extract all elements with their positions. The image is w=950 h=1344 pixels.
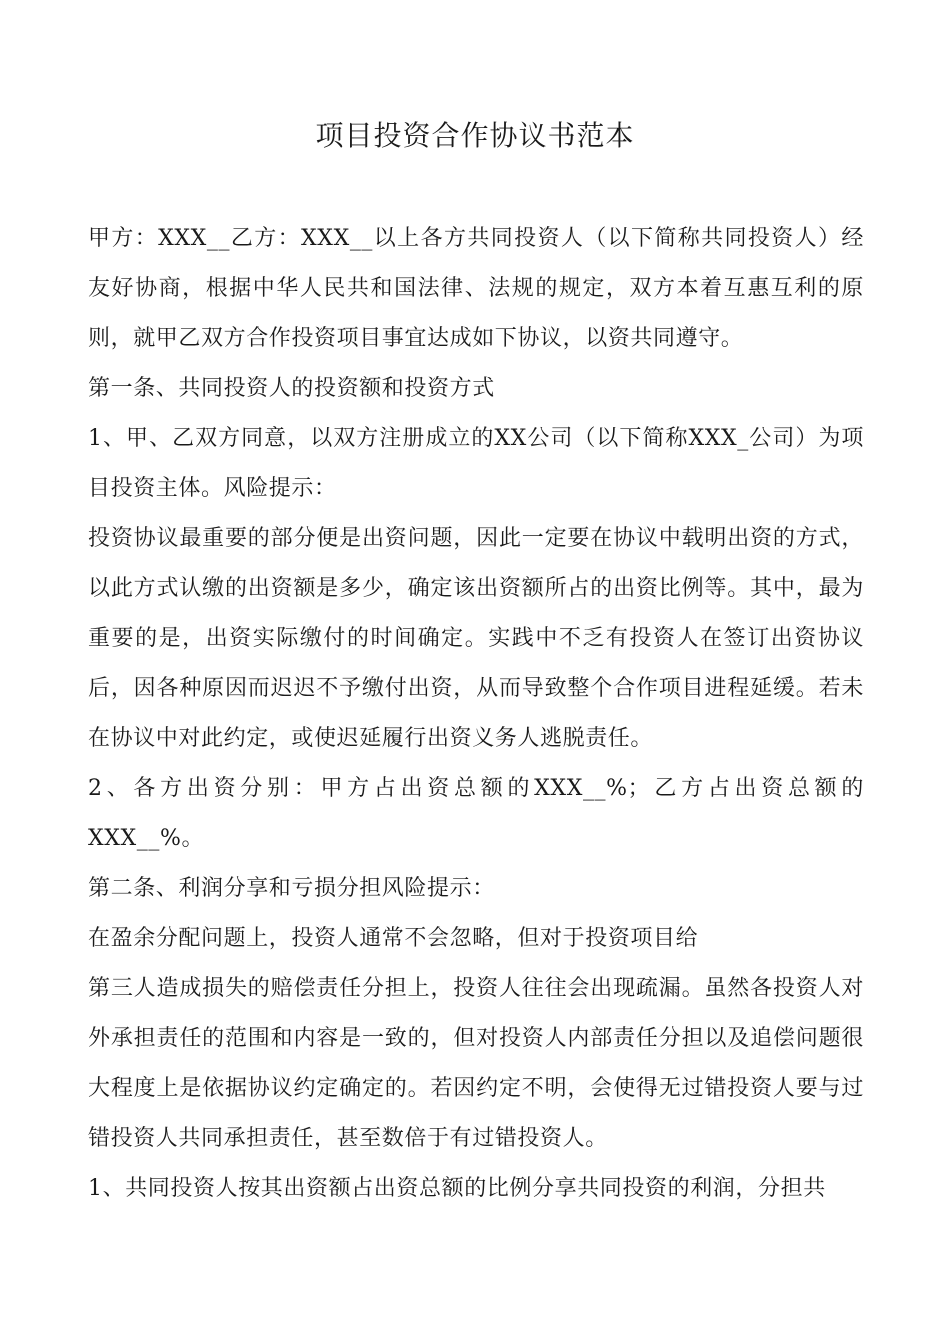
article-2-heading: 第二条、利润分享和亏损分担风险提示： xyxy=(88,876,495,901)
risk-note-capital: 投资协议最重要的部分便是出资问题，因此一定要在协议中载明出资的方式，以此方式认缴的出资额是多少，确定该出资额所占的出资比例等。其中，最为重要的是，出资实际缴付的时间确定。实践中不乏有投资人在签订出资协议后，因各种原因而迟迟不予缴付出资，从而导致整个合作项目进程延缓。若未在协议中对此约定，或使迟延履行出资义务人逃脱责任。 xyxy=(88,526,864,751)
article-1-clause-2: 2、各方出资分别：甲方占出资总额的XXX__%；乙方占出资总额的XXX__%。 xyxy=(88,776,864,851)
article-1-heading: 第一条、共同投资人的投资额和投资方式 xyxy=(88,376,495,401)
article-1-clause-1: 1、甲、乙双方同意，以双方注册成立的XX公司（以下简称XXX_公司）为项目投资主体。风险提示： xyxy=(88,426,864,501)
document-body xyxy=(88,214,864,1214)
document-title: 项目投资合作协议书范本 xyxy=(315,119,635,152)
risk-note-liability: 第三人造成损失的赔偿责任分担上，投资人往往会出现疏漏。虽然各投资人对外承担责任的范围和内容是一致的，但对投资人内部责任分担以及追偿问题很大程度上是依据协议约定确定的。若因约定不明，会使得无过错投资人要与过错投资人共同承担责任，甚至数倍于有过错投资人。 xyxy=(88,976,864,1151)
article-2-clause-1: 1、共同投资人按其出资额占出资总额的比例分享共同投资的利润，分担共 xyxy=(88,1176,826,1201)
paragraph-parties: 甲方：XXX__乙方：XXX__以上各方共同投资人（以下简称共同投资人）经友好协商，根据中华人民共和国法律、法规的规定，双方本着互惠互利的原则，就甲乙双方合作投资项目事宜达成如下协议，以资共同遵守。 xyxy=(88,226,864,351)
risk-note-profit-line: 在盈余分配问题上，投资人通常不会忽略，但对于投资项目给 xyxy=(88,926,699,951)
